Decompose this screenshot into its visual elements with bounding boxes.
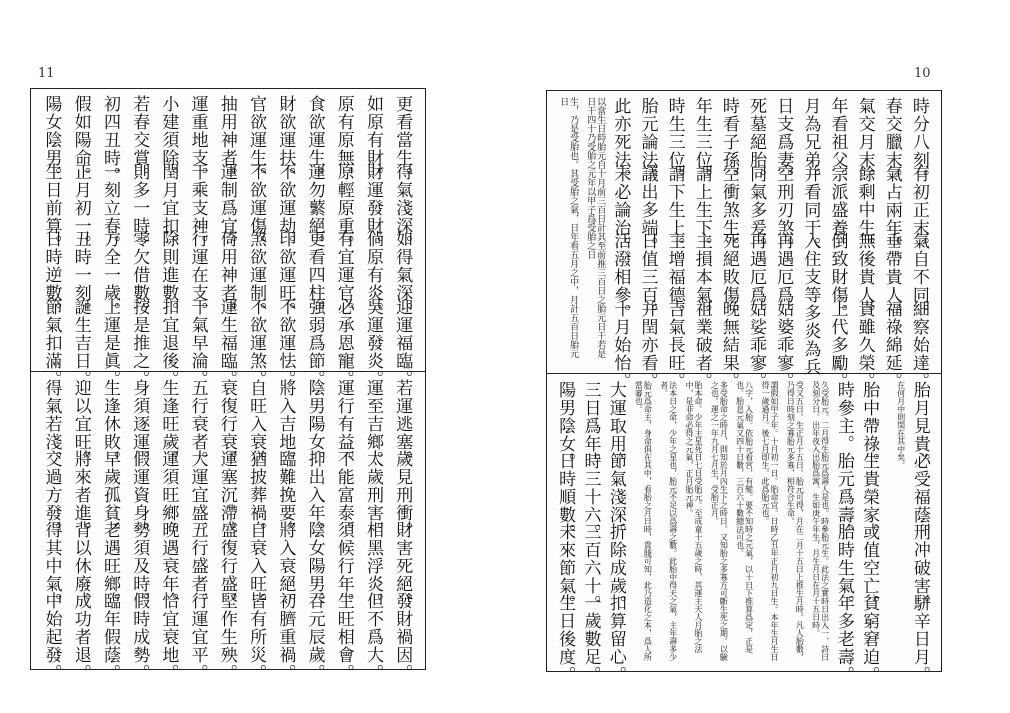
verse-line: 更看當生。 [392,95,413,185]
text-column [906,91,931,390]
verse-line: 姑娑乖寥。 [746,299,767,390]
verse-line: 背以休廢。 [70,521,91,611]
verse-line: 行運在支。 [187,230,208,321]
verse-line: 死絕敗傷。 [718,232,739,323]
verse-line: 運行有益。 [333,379,354,469]
annotation-text: 生，乃是受胎也。其受胎之氣，日年看五月之中，月計五百日胎元日 [558,97,579,358]
verse-line: 身須逐運。 [129,379,150,469]
verse-line: 行運宜平。 [187,592,208,682]
verse-line: 餘剩中生。 [854,164,875,255]
text-column [553,375,576,684]
verse-line: 死墓絕胎。 [746,97,767,187]
verse-line: 時看子孫。 [718,97,739,187]
text-column [852,91,877,390]
verse-line: 得其中氣。 [41,521,62,611]
text-column [604,375,627,684]
verse-line: 生日後度。 [555,594,576,684]
left-page-frame [30,88,426,682]
verse-line: 勢須及時。 [129,521,150,611]
text-column [879,91,904,390]
left-page-top-section [31,89,425,388]
verse-line: 刑冲破害。 [909,523,930,613]
verse-line: 上運是眞。 [99,297,120,388]
annotation-column [680,375,703,671]
annotation-column [882,375,905,671]
verse-line: 時生三位。 [664,97,685,187]
verse-line: 閏月宜扣。 [158,162,179,253]
verse-line: 氣占兩年。 [881,164,902,255]
verse-line: 氣交月末。 [854,97,875,187]
right-page-number: 10 [914,66,931,81]
verse-line: 晚無結果。 [718,299,739,390]
annotation-text: 法本日之命，少年之星也，胎元不足以爲壽之數。此胎中得天之氣，主年壽多少者。 [659,381,678,661]
verse-line: 姑婆乖寥。 [773,299,794,390]
verse-line: 謂上生下。 [691,164,712,255]
verse-line: 抑出入年。 [304,450,325,540]
verse-line: 必承恩寵。 [333,297,354,388]
verse-line: 不欲運傷。 [246,162,267,253]
annotation-column [705,375,728,671]
text-column [37,89,65,388]
verse-line: 運須旺鄉。 [158,450,179,540]
verse-line: 空刑刃煞。 [773,164,794,255]
verse-line: 五行衰者。 [187,379,208,469]
text-column [212,373,240,682]
verse-line: 或值空亡。 [859,523,880,613]
verse-line: 貧窮窘迫。 [859,594,880,684]
annotation-text: 久受胎元。二月得生胎元爲壽人是也。時參胎元生。此法之實時日出入一、詩曰及刻分日。出年夜入出胎爲寓。生如庚午年生，月生月日在月十五日時。 [811,381,830,661]
verse-line: 迎運福臨。 [392,297,413,388]
verse-line: 發財禍因。 [392,592,413,682]
verse-line: 扣算留心。 [605,594,626,684]
annotation-text: 謂假如甲子年。十月初一日。胎命宜。日時乙丑年正月初九日生。本年生月生日得一歲過月。後七月即生。此爲胎元也。 [760,381,779,661]
verse-line: 運勿蘩絕。 [304,162,325,253]
verse-line: 年生三位。 [691,97,712,187]
verse-line: 如原有財。 [363,95,384,185]
text-column [388,89,416,388]
verse-line: 相黑浮炎。 [363,521,384,611]
text-column [857,375,880,684]
right-page-frame [546,90,942,684]
verse-line: 運重地支。 [187,95,208,185]
verse-line: 活潑相參。 [610,232,631,323]
verse-line: 強弱爲節。 [304,297,325,388]
annotation-column [654,375,677,671]
annotation-text: 八字，入胎。依胎元看宮，有變。要不知時之元氣，以十日下推算爲定，正是也。胎息元氣又四十日數，三百六十數總法可也。 [735,381,754,653]
verse-line: 陽女陰男。 [41,95,62,185]
verse-line: 主增福德。 [664,232,685,323]
verse-line: 盛復行盛。 [216,521,237,611]
text-column [154,89,182,388]
verse-line: 自旺入衰。 [246,379,267,469]
verse-line: 按是推之。 [129,297,150,388]
text-column [359,373,387,682]
verse-line: 財害死絕。 [392,521,413,611]
verse-line: 吞元辰歲。 [304,592,325,682]
verse-line: 同氣多爰。 [746,164,767,255]
verse-line: 假如陽命。 [70,95,91,185]
verse-line: 三日爲年。 [580,381,601,471]
verse-line: 零欠借數。 [129,230,150,321]
verse-line: 正月初一。 [70,162,91,253]
text-column [271,373,299,682]
verse-line: 祖業破者。 [691,299,712,390]
verse-line: 誕生吉日。 [70,297,91,388]
verse-line: 恰宜衰地。 [158,592,179,682]
verse-line: 臨難挽要。 [275,450,296,540]
verse-line: 一歲數足。 [580,594,601,684]
verse-line: 干氣早淪。 [187,297,208,388]
verse-line: 貴雖久榮。 [854,299,875,390]
verse-line: 吉氣長旺。 [664,299,685,390]
verse-line: 歲見刑衝。 [392,450,413,540]
verse-line: 生逢休敗。 [99,379,120,469]
text-column [634,91,659,390]
right-page-top-section [547,91,941,390]
verse-line: 則多一時。 [129,162,150,253]
verse-line: 倘原有炎。 [363,230,384,321]
verse-line: 年多老壽。 [833,594,854,684]
verse-line: 未必論治。 [610,164,631,255]
text-column [183,373,211,682]
verse-line: 官欲運生。 [246,95,267,185]
text-column [271,89,299,388]
verse-line: 生貴榮家。 [859,452,880,542]
annotation-text: 胎元爲命主，身命俱在其中，看胎之月日時，貴賤可知，此乃造化之本，爲人所當審也。 [634,381,653,661]
text-column [743,91,768,390]
verse-line: 老遇旺鄉。 [99,521,120,611]
text-column [242,89,270,388]
verse-line: 生逢旺歲。 [158,379,179,469]
verse-line: 胎中帶祿。 [859,381,880,471]
verse-line: 福祿綿延。 [881,299,902,390]
verse-line: 生日前算。 [41,162,62,253]
text-column [662,91,687,390]
annotation-text: 多受胎命之時月，則知於月內生下之時日。又知胎之多寡方可斷生死之期。以驗之也。運之一年九月七月生，受胎正月。 [710,381,729,661]
verse-line: 有宜運官。 [333,230,354,321]
verse-line: 猶披葬禍。 [246,450,267,540]
verse-line: 主損本氣。 [691,232,712,323]
verse-line: 十月始怡。 [610,299,631,390]
verse-line: 此亦死法。 [610,97,631,187]
text-column [578,375,601,684]
verse-line: 日支爲妻。 [773,97,794,187]
verse-line: 日值三百。 [637,232,658,323]
text-column [689,91,714,390]
verse-line: 再遇厄爲。 [746,232,767,323]
text-column [607,91,632,390]
verse-line: 春交臘末。 [881,97,902,187]
verse-line: 煞欲運制。 [246,230,267,321]
verse-line: 必受福蔭。 [909,452,930,542]
text-column [832,375,855,684]
verse-line: 初臍重禍。 [275,592,296,682]
text-column [716,91,741,390]
verse-line: 大運取用。 [605,381,626,471]
verse-line: 晚遇衰年。 [158,521,179,611]
verse-line: 上代多勵。 [827,299,848,390]
text-column [908,375,931,684]
left-page-number: 11 [38,66,55,81]
verse-line: 成功者退。 [70,592,91,682]
verse-line: 駢辛日月。 [909,594,930,684]
verse-line: 將來者進。 [70,450,91,540]
text-column [66,373,94,682]
verse-line: 并看同干。 [800,164,821,255]
verse-line: 胎時生氣。 [833,523,854,613]
verse-line: 未來節氣。 [555,523,576,613]
verse-line: 除則進數。 [158,230,179,321]
annotation-column [806,375,829,671]
verse-line: 運塞沉滯。 [216,450,237,540]
verse-line: 胎元爲壽。 [833,452,854,542]
verse-line: 無後貴人。 [854,232,875,323]
verse-line: 將入衰絕。 [275,521,296,611]
verse-line: 但不爲大。 [363,592,384,682]
verse-line: 小建須除。 [158,95,179,185]
verse-line: 節氣淺深。 [605,452,626,542]
verse-line: 丑時一刻。 [70,230,91,321]
annotation-column [629,375,652,671]
verse-line: 運至吉鄉。 [363,379,384,469]
verse-line: 若運逃塞。 [392,379,413,469]
verse-line: 倚用神者。 [216,230,237,321]
annotation-column [756,375,779,671]
verse-line: 陰女陽男。 [304,521,325,611]
verse-line: 并閏亦看。 [637,299,658,390]
verse-line: 衰復行衰。 [216,379,237,469]
text-column [183,89,211,388]
verse-line: 氣自不同。 [908,232,929,323]
verse-line: 一刻立春。 [99,162,120,253]
text-column [212,89,240,388]
verse-line: 日時順數。 [555,452,576,542]
text-column [300,89,328,388]
verse-line: 議出多端。 [637,164,658,255]
text-column [329,89,357,388]
verse-line: 運制爲宜。 [216,162,237,253]
verse-line: 五行盛者。 [187,521,208,611]
verse-line: 財欲運扶。 [275,95,296,185]
verse-line: 干乘支神。 [187,162,208,253]
verse-line: 細察始達。 [908,299,929,390]
verse-line: 時參主。 [833,381,854,453]
verse-line: 三百六十。 [580,523,601,613]
verse-line: 折除成歲。 [605,523,626,613]
annotation-text: 受又五日。生正月十五日。胎元可得，月在二月十五日上推生月時。凡人胎數，乃得日時刻之寡胎元多寡，相符合生命。 [786,381,805,661]
verse-line: 臨年假蔭。 [99,592,120,682]
verse-line: 不能富泰。 [333,450,354,540]
annotation-column [730,375,753,671]
annotation-text: 胎本命。少年主星死日七日受胎元。至成童十五歲之時，其運主天人月胎之法中，是非命必得之元氣，正月胎元神。 [684,381,703,653]
text-column [797,91,822,377]
text-column [824,91,849,390]
verse-line: 陰男陽女。 [304,379,325,469]
text-column [388,373,416,682]
verse-line: 須候行年。 [333,521,354,611]
verse-line: 宗派盛養。 [827,164,848,255]
verse-line: 抽用神者。 [216,95,237,185]
text-column [359,89,387,388]
verse-line: 空衝煞生。 [718,164,739,255]
verse-line: 陽男陰女。 [555,381,576,471]
verse-line: 時三十六。 [580,452,601,542]
text-column [770,91,795,390]
right-page-bottom-section [547,375,941,684]
right-page-divider [547,373,941,374]
left-page-bottom-section [31,373,425,682]
verse-line: 不欲運怯。 [275,297,296,388]
verse-line: 將入吉地。 [275,379,296,469]
verse-line: 再遇厄爲。 [773,232,794,323]
verse-line: 迎以宜旺。 [70,379,91,469]
left-page-divider [31,371,425,372]
verse-line: 時分八刻。 [908,97,929,187]
annotation-column [781,375,804,671]
verse-line: 不欲運煞。 [246,297,267,388]
verse-line: 太歲刑害。 [363,450,384,540]
verse-line: 堅作生殃。 [216,592,237,682]
verse-line: 謂下生上。 [664,164,685,255]
verse-line: 若春交賞。 [129,95,150,185]
verse-line: 原有原無。 [333,95,354,185]
verse-line: 財運發財。 [363,162,384,253]
verse-line: 如得氣深。 [392,230,413,321]
text-column [95,373,123,682]
annotation-text: 以當生日時胎元自十月前三百日計其至前推三百日之胎元日干若是日干四十乃受胎之元年以甲子爲受胎之日 [585,97,606,358]
verse-line: 有初正末。 [908,164,929,255]
verse-line: 日時逆數。 [41,230,62,321]
verse-line: 吳運發炎。 [363,297,384,388]
verse-line: 食欲運生。 [304,95,325,185]
verse-line: 不欲運劫。 [275,162,296,253]
verse-line: 中始起發。 [41,592,62,682]
verse-line: 胎元論法。 [637,97,658,187]
verse-line: 自衰入旺。 [246,521,267,611]
verse-line: 倒致財傷。 [827,232,848,323]
annotation-text: 在何月中則閏在其中矣。 [896,381,906,469]
text-column [242,373,270,682]
verse-line: 扣宜退後。 [158,297,179,388]
verse-line: 更看四柱。 [304,230,325,321]
verse-line: 方全一歲。 [99,230,120,321]
verse-line: 初四丑時。 [99,95,120,185]
verse-line: 原輕原重。 [333,162,354,253]
verse-line: 假運資身。 [129,450,150,540]
text-column [300,373,328,682]
verse-line: 早歲孤貧。 [99,450,120,540]
verse-line: 生旺相會。 [333,592,354,682]
annotation-column [553,91,578,373]
verse-line: 假時成勢。 [129,592,150,682]
text-column [154,373,182,682]
verse-line: 垂帶貴人。 [881,232,902,323]
verse-line: 年看祖父。 [827,97,848,187]
verse-line: 得氣若淺。 [41,379,62,469]
text-column [95,89,123,388]
annotation-column [580,91,605,373]
text-column [329,373,357,682]
text-column [125,89,153,388]
text-column [125,373,153,682]
verse-line: 大運宜盛。 [187,450,208,540]
verse-line: 交過方發。 [41,450,62,540]
verse-line: 印欲運旺。 [275,230,296,321]
text-column [66,89,94,388]
verse-line: 皆有所災。 [246,592,267,682]
verse-line: 得氣淺深。 [392,162,413,253]
text-column [37,373,65,682]
verse-line: 運生福臨。 [216,297,237,388]
verse-line: 入住支等多炎為兵 [800,232,821,377]
verse-line: 節氣扣滿。 [41,297,62,388]
verse-line: 月為兄弟。 [800,97,821,187]
verse-line: 胎月見貴。 [909,381,930,471]
